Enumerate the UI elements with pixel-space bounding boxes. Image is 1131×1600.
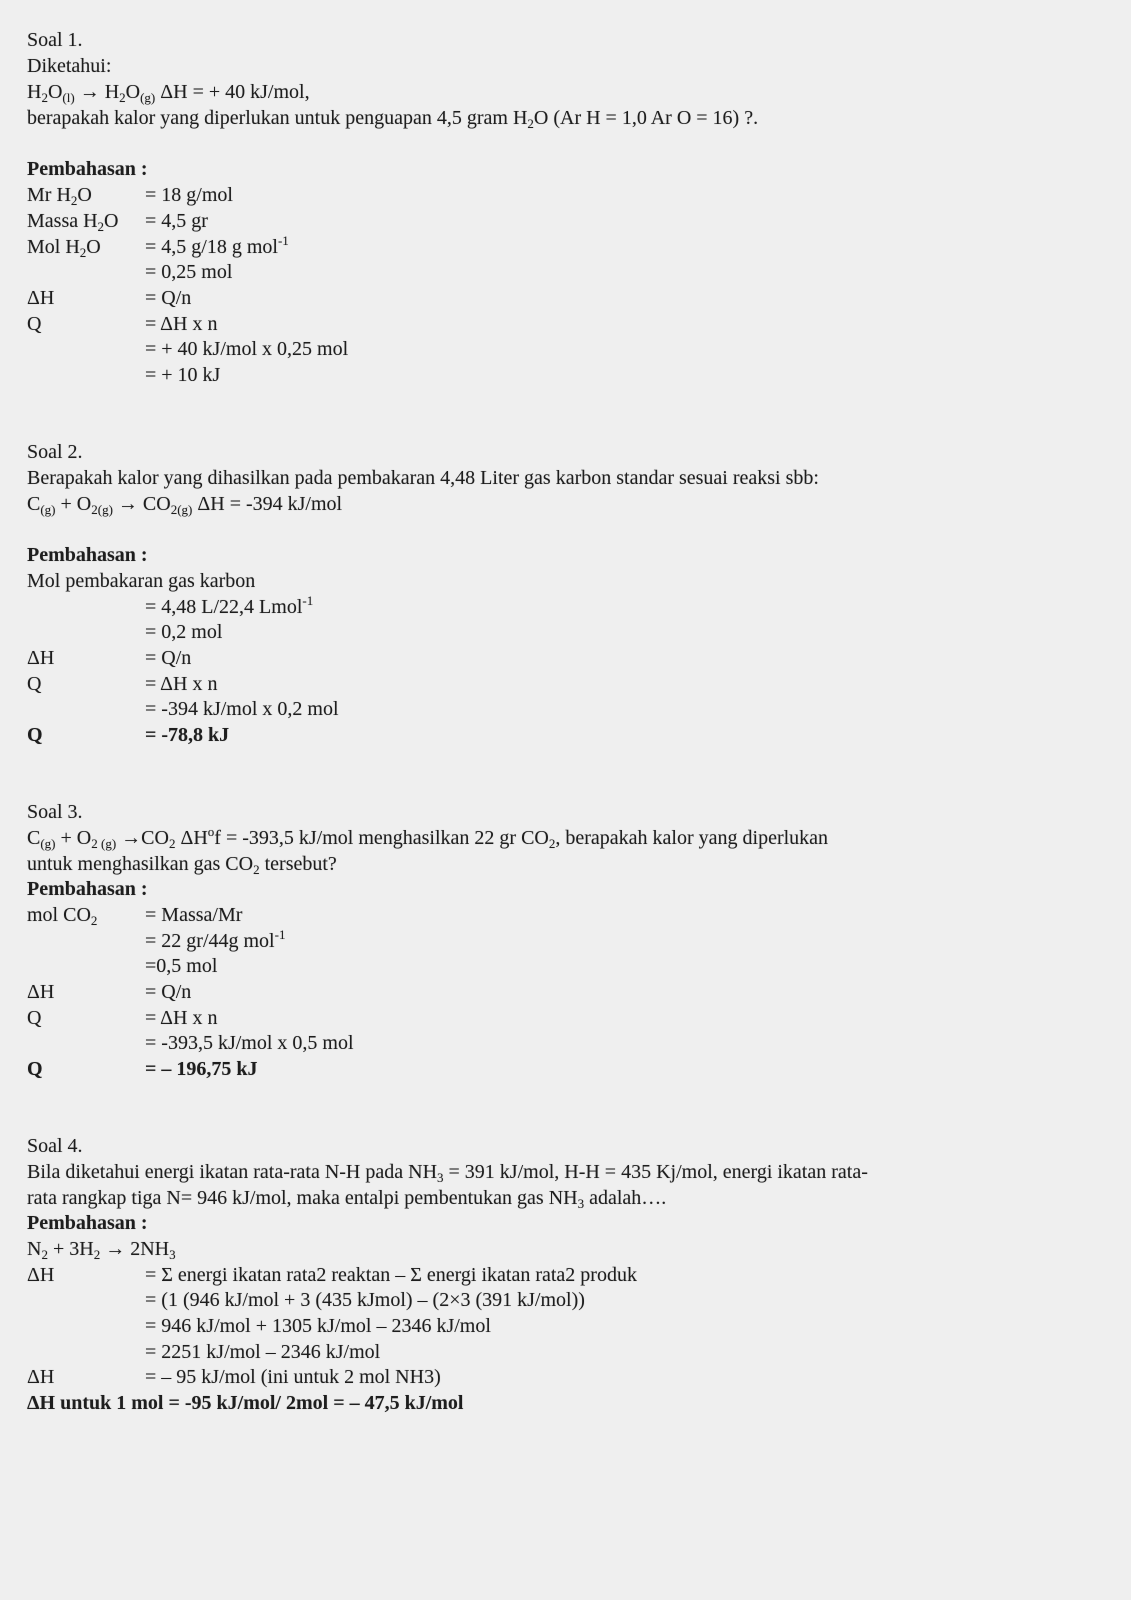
soal1-q-label: Q	[27, 313, 42, 335]
soal4-value3: = 946 kJ/mol + 1305 kJ/mol – 2346 kJ/mol	[145, 1315, 491, 1337]
soal4-value4: = 2251 kJ/mol – 2346 kJ/mol	[145, 1341, 381, 1363]
soal3-dh-label: ΔH	[27, 981, 55, 1003]
soal1-mol-label: Mol $H_2O$	[27, 236, 101, 260]
soal3-q-value: = ΔH x n	[145, 1007, 218, 1029]
soal2-mol-value2: = 0,2 mol	[145, 621, 223, 643]
soal3-mol-value: = Massa/Mr	[145, 904, 243, 926]
soal1-dh-label: ΔH	[27, 287, 55, 309]
soal1-mol-value: = 4,5 g/18 g mol$^{-1}$	[145, 233, 289, 258]
soal1-dh-value: = Q/n	[145, 287, 192, 309]
soal1-massa-label: Massa $H_2O$	[27, 210, 119, 234]
soal4-dh2-value: = – 95 kJ/mol (ini untuk 2 mol NH3)	[145, 1366, 441, 1388]
soal1-title: Soal 1.	[27, 29, 83, 51]
soal2-q-final-value: = -78,8 kJ	[145, 724, 230, 746]
soal3-q-final-value: = – 196,75 kJ	[145, 1058, 258, 1080]
soal2-question: Berapakah kalor yang dihasilkan pada pembakaran 4,48 Liter gas karbon standar sesuai reaksi sbb:	[27, 467, 819, 489]
soal4-question-line2: rata rangkap tiga N= 946 kJ/mol, maka entalpi pembentukan gas $NH_3$ adalah….	[27, 1187, 667, 1211]
soal2-equation: $C_{(g)} + O_{2(g)} \to CO_{2(g)}$ ΔH = -394 kJ/mol	[27, 493, 343, 517]
soal2-mol-value: = 4,48 L/22,4 Lmol$^{-1}$	[145, 593, 314, 618]
soal3-title: Soal 3.	[27, 801, 83, 823]
soal3-q-label: Q	[27, 1007, 42, 1029]
soal3-question-line2: untuk menghasilkan gas $CO_2$ tersebut?	[27, 853, 337, 877]
soal3-pembahasan-heading: Pembahasan :	[27, 878, 148, 900]
soal3-dh-value: = Q/n	[145, 981, 192, 1003]
soal4-value2: = (1 (946 kJ/mol + 3 (435 kJmol) – (2×3 (391 kJ/mol))	[145, 1289, 585, 1311]
soal2-q-final-label: Q	[27, 724, 43, 746]
soal2-pembahasan-heading: Pembahasan :	[27, 544, 148, 566]
soal2-dh-label: ΔH	[27, 647, 55, 669]
soal1-massa-value: = 4,5 gr	[145, 210, 208, 232]
soal1-q-value3: = + 10 kJ	[145, 364, 221, 386]
soal2-mol-heading: Mol pembakaran gas karbon	[27, 570, 256, 592]
soal4-pembahasan-heading: Pembahasan :	[27, 1212, 148, 1234]
soal4-title: Soal 4.	[27, 1135, 83, 1157]
soal4-dh-value: = Σ energi ikatan rata2 reaktan – Σ energi ikatan rata2 produk	[145, 1264, 637, 1286]
soal4-dh-label: ΔH	[27, 1264, 55, 1286]
soal4-reaction: $N_2 + 3H_2 \to 2NH_3$	[27, 1238, 176, 1262]
soal1-diketahui: Diketahui:	[27, 55, 112, 77]
soal3-question-line1: $C_{(g)} + O_{2 (g)} \to CO_2$ $\Delta H^of = -393,5$ kJ/mol menghasilkan 22 gr $CO_2$, berapakah kalor yang diperlukan	[27, 824, 829, 851]
soal3-q-value2: = -393,5 kJ/mol x 0,5 mol	[145, 1032, 354, 1054]
soal2-title: Soal 2.	[27, 441, 83, 463]
soal4-question-line1: Bila diketahui energi ikatan rata-rata N-H pada $NH_3 = 391$ kJ/mol, H-H = 435 Kj/mol, energi ikatan rata-	[27, 1161, 868, 1185]
soal1-mol-value2: = 0,25 mol	[145, 261, 233, 283]
soal4-final-answer: ΔH untuk 1 mol = -95 kJ/mol/ 2mol = – 47,5 kJ/mol	[27, 1392, 464, 1414]
soal1-question: berapakah kalor yang diperlukan untuk penguapan 4,5 gram $H_2O$ (Ar H = 1,0 Ar O = 16) ?.	[27, 107, 759, 131]
soal1-mr-value: = 18 g/mol	[145, 184, 233, 206]
soal1-mr-label: Mr $H_2O$	[27, 184, 92, 208]
soal3-mol-label: mol $CO_2$	[27, 904, 98, 928]
soal1-q-value2: = + 40 kJ/mol x 0,25 mol	[145, 338, 349, 360]
soal3-mol-value3: =0,5 mol	[145, 955, 218, 977]
soal3-q-final-label: Q	[27, 1058, 43, 1080]
soal1-pembahasan-heading: Pembahasan :	[27, 158, 148, 180]
soal2-dh-value: = Q/n	[145, 647, 192, 669]
soal2-q-value2: = -394 kJ/mol x 0,2 mol	[145, 698, 339, 720]
soal3-mol-value2: = 22 gr/44g mol$^{-1}$	[145, 927, 286, 952]
soal2-q-value: = ΔH x n	[145, 673, 218, 695]
soal4-dh2-label: ΔH	[27, 1366, 55, 1388]
soal1-equation: $H_2O_{(l)} \to H_2O_{(g)}$ ΔH = + 40 kJ/mol,	[27, 81, 310, 105]
soal2-q-label: Q	[27, 673, 42, 695]
soal1-q-value: = ΔH x n	[145, 313, 218, 335]
